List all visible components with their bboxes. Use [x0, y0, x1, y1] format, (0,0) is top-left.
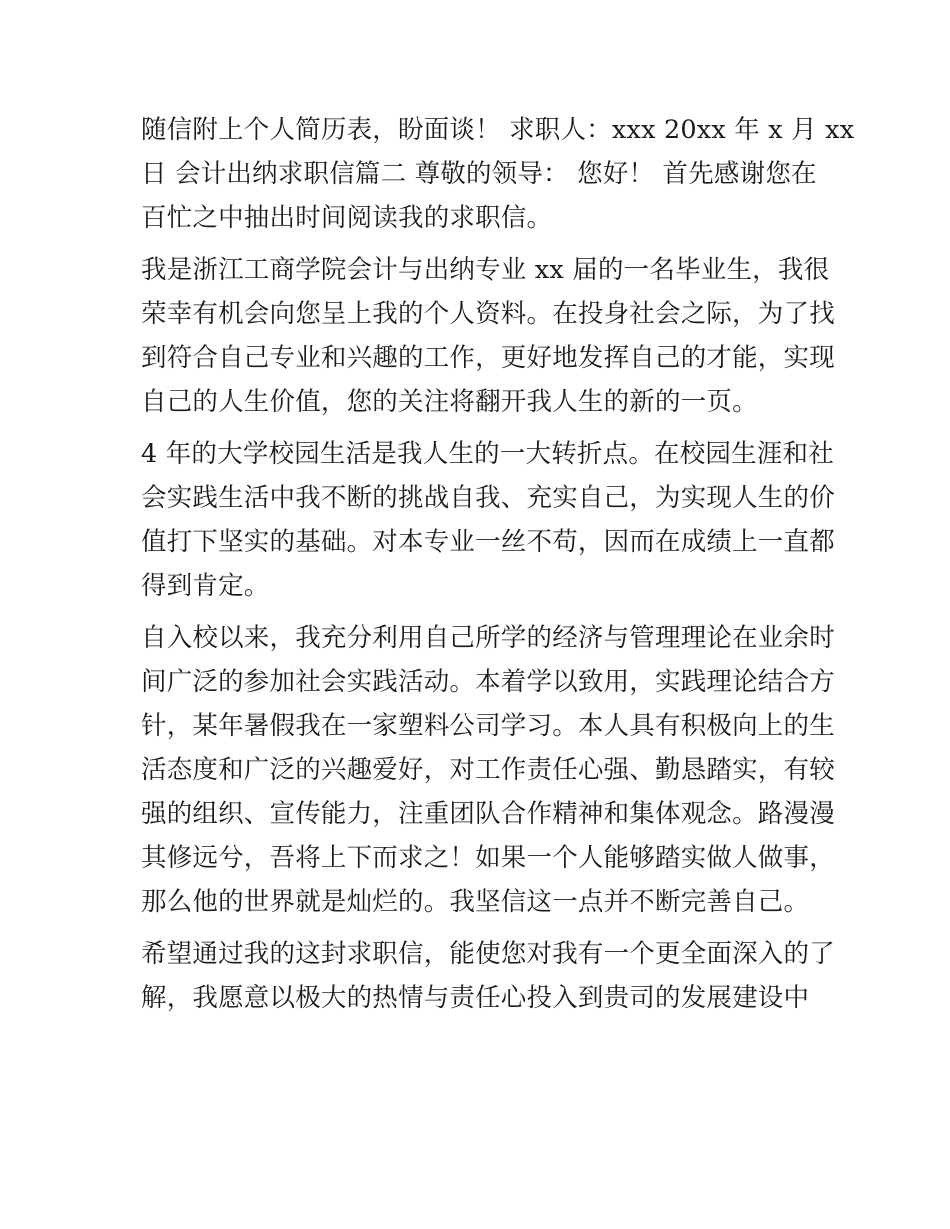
text-line: 间广泛的参加社会实践活动。本着学以致用，实践理论结合方: [141, 667, 835, 697]
text-line: 百忙之中抽出时间阅读我的求职信。: [141, 203, 553, 233]
paragraph-closing-and-title: [141, 108, 855, 240]
text-line: 自入校以来，我充分利用自己所学的经济与管理理论在业余时: [141, 623, 835, 653]
text-line: 我是浙江工商学院会计与出纳专业 xx 届的一名毕业生，我很: [141, 255, 830, 285]
text-line: 值打下坚实的基础。对本专业一丝不苟，因而在成绩上一直都: [141, 527, 835, 557]
paragraph-university-life: [141, 432, 835, 608]
text-line: 日 会计出纳求职信篇二 尊敬的领导： 您好！ 首先感谢您在: [141, 159, 817, 189]
text-line: 解，我愿意以极大的热情与责任心投入到贵司的发展建设中: [141, 983, 810, 1013]
text-line: 随信附上个人简历表，盼面谈！ 求职人：xxx 20xx 年 x 月 xx: [141, 115, 855, 145]
text-line: 活态度和广泛的兴趣爱好，对工作责任心强、勤恳踏实，有较: [141, 755, 835, 785]
text-line: 其修远兮，吾将上下而求之！如果一个人能够踏实做人做事，: [141, 843, 835, 873]
text-line: 得到肯定。: [141, 571, 270, 601]
text-line: 4 年的大学校园生活是我人生的一大转折点。在校园生涯和社: [141, 439, 834, 469]
paragraph-introduction: [141, 248, 835, 424]
text-line: 荣幸有机会向您呈上我的个人资料。在投身社会之际，为了找: [141, 299, 835, 329]
text-line: 希望通过我的这封求职信，能使您对我有一个更全面深入的了: [141, 939, 835, 969]
text-line: 到符合自己专业和兴趣的工作，更好地发挥自己的才能，实现: [141, 343, 835, 373]
paragraph-practice-experience: [141, 616, 835, 924]
text-line: 强的组织、宣传能力，注重团队合作精神和集体观念。路漫漫: [141, 799, 835, 829]
text-line: 针，某年暑假我在一家塑料公司学习。本人具有积极向上的生: [141, 711, 835, 741]
text-line: 那么他的世界就是灿烂的。我坚信这一点并不断完善自己。: [141, 887, 810, 917]
text-line: 会实践生活中我不断的挑战自我、充实自己，为实现人生的价: [141, 483, 835, 513]
text-line: 自己的人生价值，您的关注将翻开我人生的新的一页。: [141, 387, 758, 417]
paragraph-closing-hope: [141, 932, 835, 1020]
letter-body: [141, 108, 855, 1020]
